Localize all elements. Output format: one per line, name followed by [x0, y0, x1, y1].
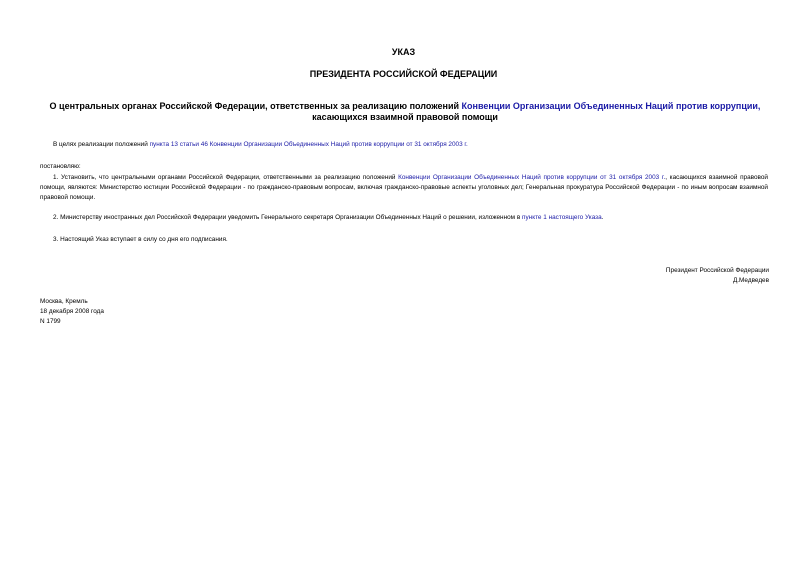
- preamble-article-link[interactable]: пункта 13 статьи 46 Конвенции Организации Объединенных Наций против коррупции от 31 октября 2003 г.: [149, 141, 468, 148]
- signatory-title: Президент Российской Федерации: [665, 267, 769, 274]
- document-heading: [40, 101, 770, 123]
- preamble-text-part1: В целях реализации положений: [53, 141, 150, 148]
- item-1-convention-link[interactable]: Конвенции Организации Объединенных Наций против коррупции от 31 октября 2003 г.: [398, 174, 666, 181]
- item-2-decree-link[interactable]: пункте 1 настоящего Указа: [522, 214, 602, 221]
- item-2-paragraph: [40, 213, 768, 223]
- document-type-title: УКАЗ: [391, 47, 416, 57]
- decree-word: постановляю:: [40, 163, 81, 170]
- item-1-text-part2: , касающихся взаимной правовой помощи, являются: Министерство юстиции Российской Федерации - по гражданско-правовым вопросам, включая гражданско-правовые аспекты уголовных дел; Генеральная прокуратура Российской Федерации - по иным вопросам взаимной правовой помощи.: [40, 174, 768, 201]
- heading-text-part2: касающихся взаимной правовой помощи: [312, 112, 498, 122]
- heading-text-part1: О центральных органах Российской Федерации, ответственных за реализацию положений: [49, 101, 462, 111]
- preamble-paragraph: [40, 140, 768, 150]
- item-2-text-part2: .: [601, 214, 604, 221]
- signatory-name: Д.Медведев: [732, 277, 769, 284]
- item-2-text-part1: 2. Министерству иностранных дел Российской Федерации уведомить Генерального секретаря Организации Объединенных Наций о решении, изложенном в: [53, 214, 523, 221]
- heading-convention-link[interactable]: Конвенции Организации Объединенных Наций против коррупции,: [461, 101, 761, 111]
- item-1-paragraph: [40, 173, 768, 203]
- signing-date: 18 декабря 2008 года: [40, 308, 104, 315]
- document-number: N 1799: [40, 318, 61, 325]
- item-3-paragraph: 3. Настоящий Указ вступает в силу со дня его подписания.: [53, 236, 228, 243]
- issuer-title: ПРЕЗИДЕНТА РОССИЙСКОЙ ФЕДЕРАЦИИ: [309, 69, 498, 79]
- item-1-text-part1: 1. Установить, что центральными органами Российской Федерации, ответственными за реализацию положений: [53, 174, 399, 181]
- signing-place: Москва, Кремль: [40, 298, 88, 305]
